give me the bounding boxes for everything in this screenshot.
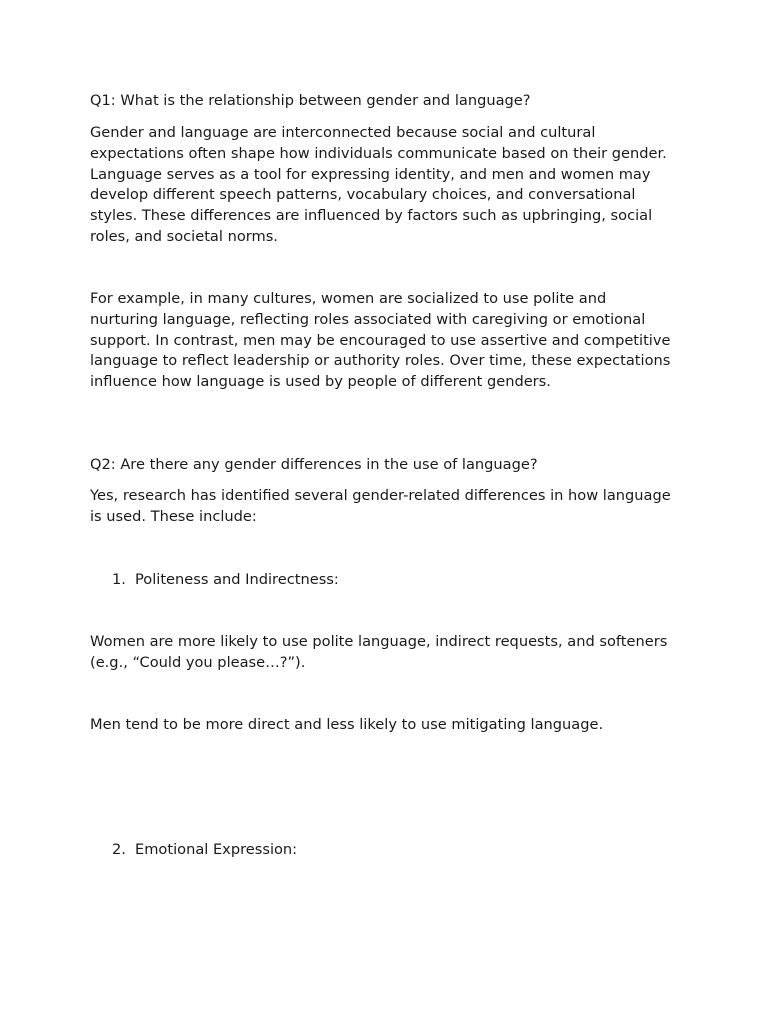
paragraph-q1-1: Gender and language are interconnected because social and cultural expectations often shape how individuals communicate based on their gender. Language serves as a tool for expressing identity, and men and women may develop different speech patterns, vocabulary choices, and conversational styles. These differences are influenced by factors such as upbringing, social roles, and societal norms.: [90, 124, 667, 245]
list-item-number: 1.: [112, 571, 126, 588]
list-item-title: Politeness and Indirectness:: [135, 571, 339, 588]
paragraph-q1-2: For example, in many cultures, women are socialized to use polite and nurturing language, reflecting roles associated with caregiving or emotional support. In contrast, men may be encouraged to use assertive and competitive language to reflect leadership or authority roles. Over time, these expectations influence how language is used by people of different genders.: [90, 290, 671, 391]
list-item-number: 2.: [112, 841, 126, 858]
paragraph-q2-intro: Yes, research has identified several gender-related differences in how language is used. These include:: [90, 487, 671, 525]
list-item-title: Emotional Expression:: [135, 841, 298, 858]
list-item-2: [112, 840, 297, 861]
paragraph-item1-2: Men tend to be more direct and less likely to use mitigating language.: [90, 716, 604, 733]
list-item-1: [112, 570, 339, 591]
question-heading-q1: Q1: What is the relationship between gender and language?: [90, 92, 531, 109]
question-heading-q2: Q2: Are there any gender differences in the use of language?: [90, 456, 538, 473]
paragraph-item1-1: Women are more likely to use polite language, indirect requests, and softeners (e.g., “Could you please…?”).: [90, 633, 668, 671]
